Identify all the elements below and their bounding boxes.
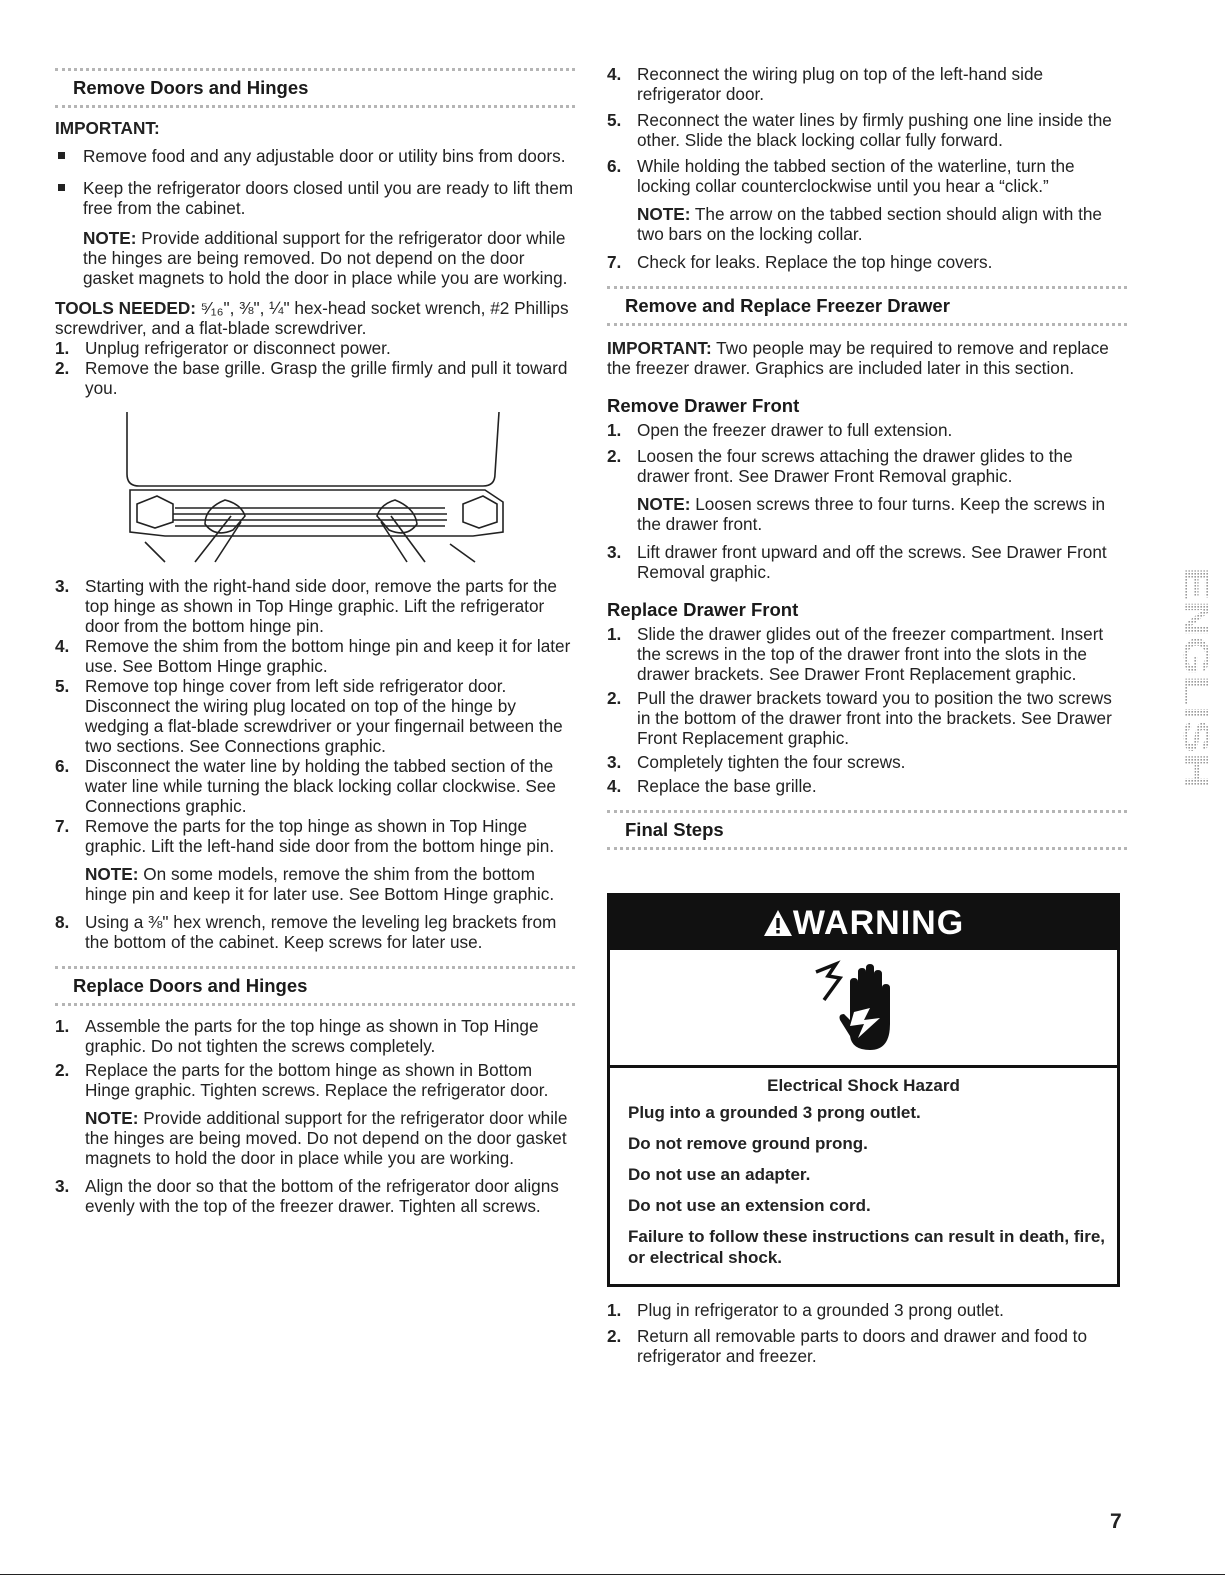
step-item: [55, 1016, 575, 1056]
note-text: On some models, remove the shim from the bottom hinge pin and keep it for later use. See Bottom Hinge graphic.: [85, 864, 555, 904]
remove-doors-heading: Remove Doors and Hinges: [55, 68, 575, 108]
step-number: 2.: [55, 1060, 70, 1080]
step-item: [607, 776, 1127, 796]
step-item: [607, 156, 1127, 196]
step-text: Plug in refrigerator to a grounded 3 prong outlet.: [637, 1300, 1004, 1320]
note-text: Provide additional support for the refrigerator door while the hinges are being moved. Do not depend on the door gasket magnets to hold the door in place while you are working.: [85, 1108, 568, 1168]
step-item: [55, 816, 575, 856]
note-paragraph: [55, 864, 575, 904]
step-text: Unplug refrigerator or disconnect power.: [85, 338, 391, 358]
note-text: Provide additional support for the refrigerator door while the hinges are being removed. Do not depend on the door gasket magnets to hold the door in place while you are working.: [83, 228, 568, 288]
step-number: 5.: [607, 110, 622, 130]
step-number: 1.: [55, 338, 70, 358]
warning-line: Do not use an extension cord.: [628, 1196, 871, 1215]
shock-symbol-area: [610, 950, 1117, 1068]
step-number: 1.: [607, 624, 622, 644]
note-paragraph: [55, 1108, 575, 1168]
side-tab-label: ENGLISH: [1176, 567, 1217, 728]
step-item: [55, 756, 575, 816]
step-number: 7.: [55, 816, 70, 836]
note-label: NOTE:: [83, 228, 137, 248]
step-item: [55, 358, 575, 398]
step-item: [55, 338, 575, 358]
step-text: Disconnect the water line by holding the tabbed section of the water line while turning the black locking collar clockwise. See Connections graphic.: [85, 756, 556, 816]
step-number: 3.: [607, 542, 622, 562]
warning-line: Do not use an adapter.: [628, 1165, 811, 1184]
step-number: 8.: [55, 912, 70, 932]
step-number: 6.: [55, 756, 70, 776]
step-number: 1.: [607, 420, 622, 440]
important-label: IMPORTANT:: [607, 338, 712, 358]
step-number: 2.: [607, 1326, 622, 1346]
step-item: [55, 636, 575, 676]
important-label: IMPORTANT:: [55, 118, 160, 138]
step-item: [55, 576, 575, 636]
step-number: 1.: [607, 1300, 622, 1320]
step-item: [607, 420, 1127, 440]
step-item: [607, 688, 1127, 748]
step-number: 4.: [607, 776, 622, 796]
step-text: Slide the drawer glides out of the freezer compartment. Insert the screws in the top of the drawer front into the slots in the drawer brackets. See Drawer Front Replacement graphic.: [637, 624, 1104, 684]
step-text: While holding the tabbed section of the waterline, turn the locking collar counterclockwise until you hear a “click.”: [637, 156, 1075, 196]
note-paragraph: [607, 494, 1127, 534]
step-text: Remove top hinge cover from left side refrigerator door. Disconnect the wiring plug located on top of the hinge by wedging a flat-blade screwdriver or your fingernail between the two sections. See Connections graphic.: [85, 676, 563, 756]
step-text: Pull the drawer brackets toward you to position the two screws in the bottom of the drawer front into the brackets. See Drawer Front Replacement graphic.: [637, 688, 1112, 748]
bullet-text: Keep the refrigerator doors closed until you are ready to lift them free from the cabinet.: [83, 178, 574, 218]
base-grille-illustration: [55, 404, 575, 564]
step-item: [607, 542, 1127, 582]
freezer-drawer-heading: Remove and Replace Freezer Drawer: [607, 286, 1127, 326]
warning-title: WARNING: [792, 904, 965, 942]
remove-drawer-front-heading: Remove Drawer Front: [607, 395, 800, 416]
square-bullet-icon: [58, 184, 65, 191]
bullet-item: [55, 178, 575, 218]
warning-box: [607, 893, 1120, 1287]
note-label: NOTE:: [637, 494, 691, 514]
note-paragraph: [55, 228, 575, 288]
note-label: NOTE:: [85, 864, 139, 884]
step-number: 3.: [607, 752, 622, 772]
warning-line: Failure to follow these instructions can result in death, fire, or electrical shock.: [628, 1227, 1106, 1267]
step-text: Starting with the right-hand side door, remove the parts for the top hinge as shown in Top Hinge graphic. Lift the refrigerator door from the bottom hinge pin.: [85, 576, 557, 636]
language-side-tab: [1156, 563, 1217, 793]
bullet-item: [55, 146, 575, 166]
step-text: Align the door so that the bottom of the refrigerator door aligns evenly with the top of the freezer drawer. Tighten all screws.: [85, 1176, 559, 1216]
step-item: [607, 64, 1127, 104]
step-number: 7.: [607, 252, 622, 272]
step-number: 3.: [55, 576, 70, 596]
bottom-rule: [0, 1574, 1225, 1575]
final-steps-list: [607, 1300, 1127, 1366]
warning-triangle-icon: [763, 909, 793, 937]
step-number: 5.: [55, 676, 70, 696]
step-text: Remove the parts for the top hinge as shown in Top Hinge graphic. Lift the left-hand side door from the bottom hinge pin.: [85, 816, 555, 856]
tools-needed: [55, 298, 575, 338]
step-item: [607, 752, 1127, 772]
step-item: [607, 624, 1127, 684]
step-item: [607, 110, 1127, 150]
step-number: 2.: [607, 688, 622, 708]
step-item: [607, 446, 1127, 486]
note-text: Loosen screws three to four turns. Keep the screws in the drawer front.: [637, 494, 1106, 534]
step-text: Loosen the four screws attaching the drawer glides to the drawer front. See Drawer Front Removal graphic.: [637, 446, 1073, 486]
bullet-text: Remove food and any adjustable door or utility bins from doors.: [83, 146, 566, 166]
right-column: [607, 64, 1127, 850]
step-text: Replace the base grille.: [637, 776, 817, 796]
electrical-shock-hand-icon: [810, 958, 910, 1058]
step-item: [607, 1326, 1127, 1366]
warning-banner: [610, 896, 1117, 950]
important-paragraph: [607, 338, 1127, 378]
step-text: Return all removable parts to doors and drawer and food to refrigerator and freezer.: [637, 1326, 1087, 1366]
step-number: 1.: [55, 1016, 70, 1036]
warning-line: Plug into a grounded 3 prong outlet.: [628, 1103, 921, 1122]
step-text: Completely tighten the four screws.: [637, 752, 906, 772]
final-steps-heading: Final Steps: [607, 810, 1127, 850]
step-text: Remove the shim from the bottom hinge pin and keep it for later use. See Bottom Hinge graphic.: [85, 636, 571, 676]
step-number: 4.: [607, 64, 622, 84]
step-number: 4.: [55, 636, 70, 656]
step-text: Assemble the parts for the top hinge as shown in Top Hinge graphic. Do not tighten the screws completely.: [85, 1016, 539, 1056]
step-text: Check for leaks. Replace the top hinge covers.: [637, 252, 993, 272]
step-text: Open the freezer drawer to full extension.: [637, 420, 953, 440]
square-bullet-icon: [58, 152, 65, 159]
hazard-title: Electrical Shock Hazard: [767, 1076, 960, 1095]
step-number: 2.: [55, 358, 70, 378]
replace-doors-heading: Replace Doors and Hinges: [55, 966, 575, 1006]
step-item: [55, 912, 575, 952]
step-item: [55, 1060, 575, 1100]
note-label: NOTE:: [637, 204, 691, 224]
warning-line: Do not remove ground prong.: [628, 1134, 868, 1153]
step-text: Replace the parts for the bottom hinge as shown in Bottom Hinge graphic. Tighten screws. Replace the refrigerator door.: [85, 1060, 549, 1100]
step-text: Reconnect the wiring plug on top of the left-hand side refrigerator door.: [637, 64, 1044, 104]
step-text: Using a ⅜" hex wrench, remove the leveling leg brackets from the bottom of the cabinet. Keep screws for later use.: [85, 912, 557, 952]
step-text: Remove the base grille. Grasp the grille firmly and pull it toward you.: [85, 358, 568, 398]
step-text: Reconnect the water lines by firmly pushing one line inside the other. Slide the black locking collar fully forward.: [637, 110, 1112, 150]
note-label: NOTE:: [85, 1108, 139, 1128]
tools-label: TOOLS NEEDED:: [55, 298, 197, 318]
replace-drawer-front-heading: Replace Drawer Front: [607, 599, 799, 620]
tools-text: ⁵⁄₁₆", ⅜", ¼" hex-head socket wrench, #2 Phillips screwdriver, and a flat-blade screwdriver.: [55, 298, 569, 338]
left-column: [55, 68, 575, 1216]
step-text: Lift drawer front upward and off the screws. See Drawer Front Removal graphic.: [637, 542, 1107, 582]
note-paragraph: [607, 204, 1127, 244]
note-text: The arrow on the tabbed section should align with the two bars on the locking collar.: [637, 204, 1102, 244]
step-number: 6.: [607, 156, 622, 176]
step-number: 2.: [607, 446, 622, 466]
step-number: 3.: [55, 1176, 70, 1196]
page-number: 7: [1110, 1510, 1122, 1533]
important-text: Two people may be required to remove and replace the freezer drawer. Graphics are included later in this section.: [607, 338, 1109, 378]
step-item: [55, 676, 575, 756]
step-item: [55, 1176, 575, 1216]
step-item: [607, 1300, 1127, 1320]
step-item: [607, 252, 1127, 272]
